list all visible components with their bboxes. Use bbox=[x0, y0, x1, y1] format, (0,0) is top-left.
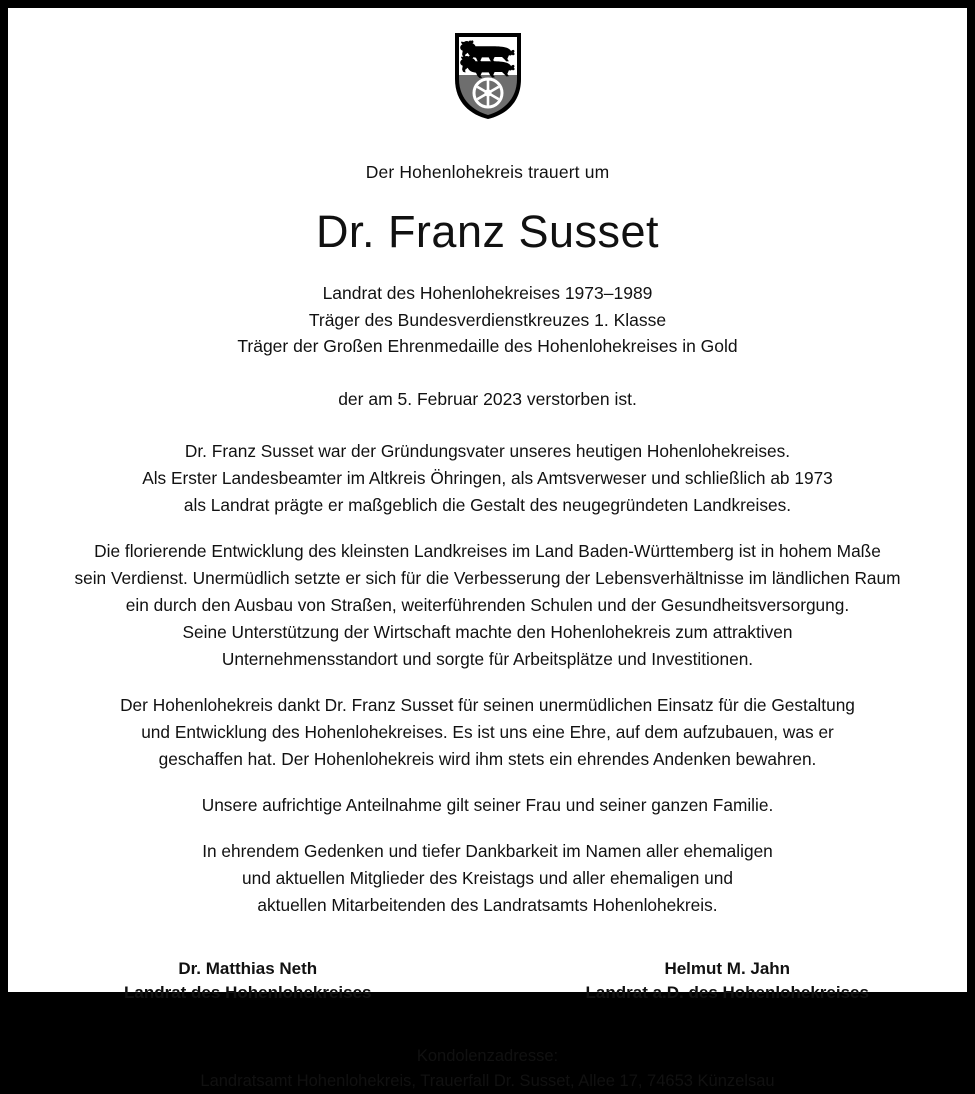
title-line: Träger des Bundesverdienstkreuzes 1. Klasse bbox=[308, 309, 667, 330]
paragraph-line: geschaffen hat. Der Hohenlohekreis wird ihm stets ein ehrendes Andenken bewahren. bbox=[158, 748, 817, 769]
paragraph-3 bbox=[120, 692, 855, 773]
title-line: Landrat des Hohenlohekreises 1973–1989 bbox=[322, 283, 653, 304]
paragraph-line: und Entwicklung des Hohenlohekreises. Es ist uns eine Ehre, auf dem aufzubauen, was er bbox=[141, 722, 834, 742]
paragraph-line: Dr. Franz Susset war der Gründungsvater unseres heutigen Hohenlohekreises. bbox=[184, 441, 791, 462]
paragraph-2 bbox=[74, 538, 900, 673]
paragraph-line: Unsere aufrichtige Anteilnahme gilt seiner Frau und seiner ganzen Familie. bbox=[201, 794, 774, 815]
mourning-preamble: Der Hohenlohekreis trauert um bbox=[365, 162, 610, 182]
signatory-role: Landrat a.D. des Hohenlohekreises bbox=[585, 983, 869, 1003]
paragraph-line: als Landrat prägte er maßgeblich die Gestalt des neugegründeten Landkreises. bbox=[183, 495, 792, 516]
paragraph-4 bbox=[202, 792, 774, 819]
paragraph-line: ein durch den Ausbau von Straßen, weiterführenden Schulen und der Gesundheitsversorgung. bbox=[125, 595, 850, 616]
signature-block bbox=[8, 957, 967, 1006]
paragraph-line: Die florierende Entwicklung des kleinsten Landkreises im Land Baden-Württemberg ist in hohem Maße bbox=[94, 541, 881, 562]
paragraph-line: Der Hohenlohekreis dankt Dr. Franz Susset für seinen unermüdlichen Einsatz für die Gestaltung bbox=[120, 695, 855, 716]
signatory-name: Helmut M. Jahn bbox=[664, 958, 791, 978]
death-date-line: der am 5. Februar 2023 verstorben ist. bbox=[338, 389, 637, 410]
signatory-role: Landrat des Hohenlohekreises bbox=[123, 983, 372, 1003]
deceased-name: Dr. Franz Susset bbox=[315, 206, 660, 257]
notice-sheet bbox=[8, 8, 967, 1090]
paragraph-line: Als Erster Landesbeamter im Altkreis Öhringen, als Amtsverweser und schließlich ab 1973 bbox=[142, 468, 833, 489]
paragraph-line: und aktuellen Mitglieder des Kreistags und aller ehemaligen und bbox=[242, 867, 733, 888]
paragraph-line: Unternehmensstandort und sorgte für Arbeitsplätze und Investitionen. bbox=[221, 649, 754, 670]
paragraph-1 bbox=[142, 438, 833, 519]
signatory-name: Dr. Matthias Neth bbox=[178, 958, 318, 978]
signature-left bbox=[8, 957, 488, 1006]
condolence-label: Kondolenzadresse: bbox=[416, 1047, 559, 1066]
body-text bbox=[8, 438, 967, 919]
paragraph-5 bbox=[202, 838, 773, 919]
paragraph-line: sein Verdienst. Unermüdlich setzte er sich für die Verbesserung der Lebensverhältnisse im ländlichen Raum bbox=[74, 568, 901, 589]
paragraph-line: In ehrendem Gedenken und tiefer Dankbarkeit im Namen aller ehemaligen bbox=[202, 840, 773, 861]
paragraph-line: aktuellen Mitarbeitenden des Landratsamts Hohenlohekreis. bbox=[257, 894, 718, 915]
titles-block bbox=[237, 280, 737, 360]
condolence-address-block bbox=[200, 1044, 774, 1094]
signature-right bbox=[488, 957, 968, 1006]
condolence-address: Landratsamt Hohenlohekreis, Trauerfall Dr. Susset, Allee 17, 74653 Künzelsau bbox=[200, 1071, 775, 1090]
title-line: Träger der Großen Ehrenmedaille des Hohenlohekreises in Gold bbox=[237, 336, 738, 357]
paragraph-line: Seine Unterstützung der Wirtschaft machte den Hohenlohekreis zum attraktiven bbox=[182, 622, 793, 643]
hohenlohekreis-coat-of-arms-icon bbox=[453, 31, 523, 121]
